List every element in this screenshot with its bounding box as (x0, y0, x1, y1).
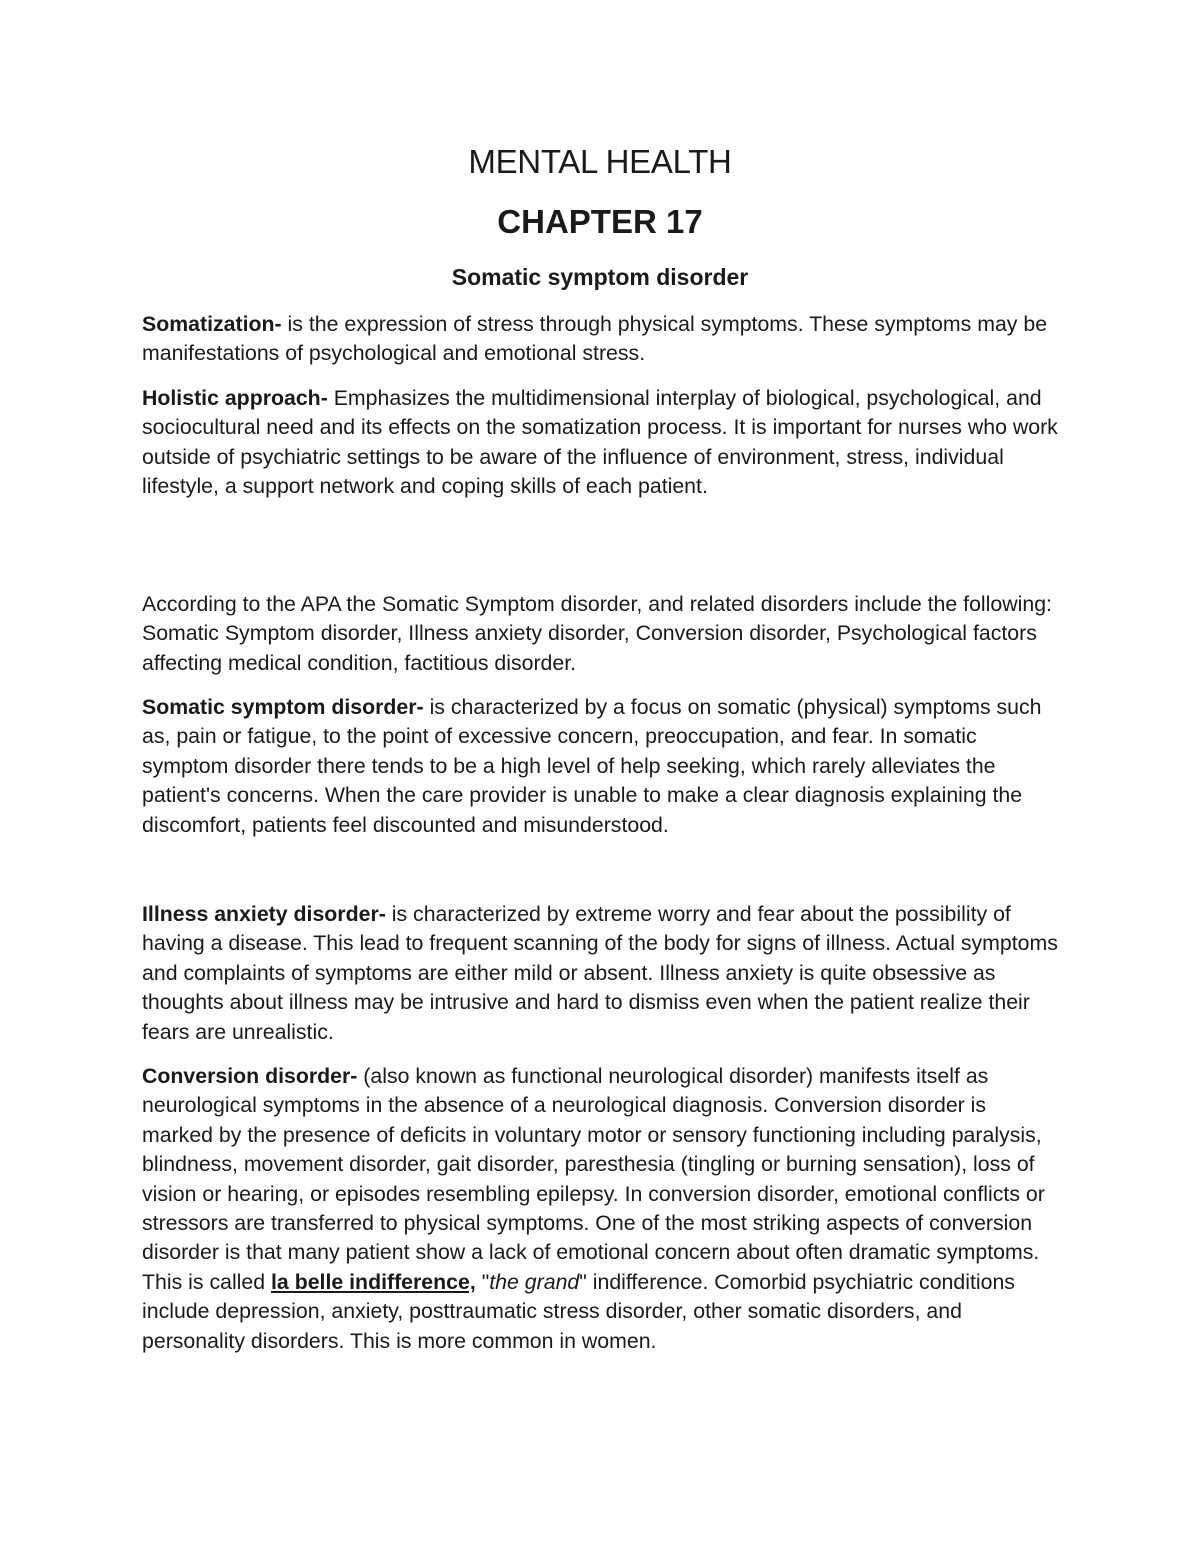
term-illness-anxiety-disorder: Illness anxiety disorder- (142, 902, 386, 926)
term-holistic-approach: Holistic approach- (142, 386, 328, 410)
phrase-the-grand: the grand (489, 1269, 580, 1294)
definition-somatization: is the expression of stress through physical symptoms. These symptoms may be manifestations of psychological and emotional stress. (142, 312, 1048, 366)
paragraph-somatization (142, 310, 1060, 369)
chapter-heading: CHAPTER 17 (497, 203, 703, 240)
paragraph-holistic-approach (142, 384, 1060, 502)
term-somatization: Somatization- (142, 312, 282, 336)
definition-holistic-approach: Emphasizes the multidimensional interplay of biological, psychological, and sociocultural need and its effects on the somatization process. It is important for nurses who work outside of psychiatric settings to be aware of the influence of environment, stress, individual lifestyle, a support network and coping skills of each patient. (142, 386, 1058, 499)
paragraph-apa-list (142, 590, 1060, 678)
definition-somatic-symptom-disorder: is characterized by a focus on somatic (physical) symptoms such as, pain or fatigue, to the point of excessive concern, preoccupation, and fear. In somatic symptom disorder there tends to be a high level of help seeking, which rarely alleviates the patient's concerns. When the care provider is unable to make a clear diagnosis explaining the discomfort, patients feel discounted and misunderstood. (142, 695, 1042, 837)
quote-open: " (475, 1269, 490, 1294)
document-title: MENTAL HEALTH (468, 143, 732, 180)
definition-conversion-disorder-part1: (also known as functional neurological disorder) manifests itself as neurological symptoms in the absence of a neurological diagnosis. Conversion disorder is marked by the presence of deficits in voluntary motor or sensory functioning including paralysis, blindness, movement disorder, gait disorder, paresthesia (tingling or burning sensation), loss of vision or hearing, or episodes resembling epilepsy. In conversion disorder, emotional conflicts or stressors are transferred to physical symptoms. One of the most striking aspects of conversion disorder is that many patient show a lack of emotional concern about often dramatic symptoms. This is called (142, 1064, 1045, 1294)
section-subtitle: Somatic symptom disorder (451, 264, 749, 290)
paragraph-illness-anxiety-disorder (142, 900, 1060, 1047)
term-la-belle-indifference: la belle indifference, (271, 1269, 476, 1294)
term-conversion-disorder: Conversion disorder- (142, 1064, 358, 1088)
definition-illness-anxiety-disorder: is characterized by extreme worry and fear about the possibility of having a disease. This lead to frequent scanning of the body for signs of illness. Actual symptoms and complaints of symptoms are either mild or absent. Illness anxiety is quite obsessive as thoughts about illness may be intrusive and hard to dismiss even when the patient realize their fears are unrealistic. (142, 902, 1058, 1044)
apa-list-text: According to the APA the Somatic Symptom disorder, and related disorders include the following: Somatic Symptom disorder, Illness anxiety disorder, Conversion disorder, Psychological factors affecting medical condition, factitious disorder. (142, 592, 1052, 675)
paragraph-somatic-symptom-disorder (142, 693, 1060, 840)
paragraph-conversion-disorder (142, 1062, 1060, 1356)
definition-conversion-disorder-part2: " indifference. Comorbid psychiatric conditions include depression, anxiety, posttraumatic stress disorder, other somatic disorders, and personality disorders. This is more common in women. (142, 1269, 1015, 1353)
term-somatic-symptom-disorder: Somatic symptom disorder- (142, 695, 424, 719)
